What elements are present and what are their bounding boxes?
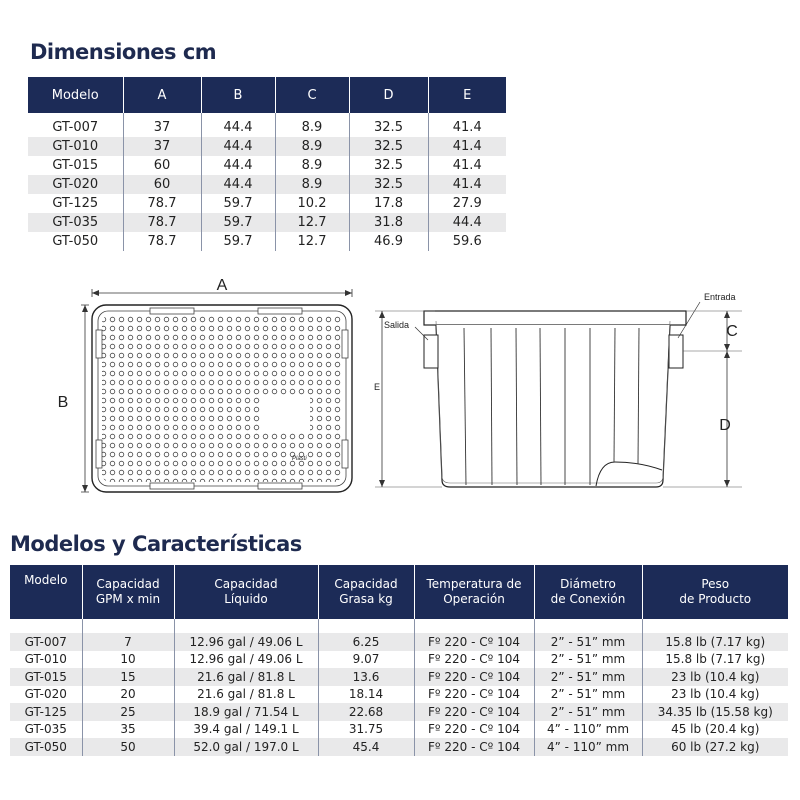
- header-line: de Producto: [679, 592, 752, 606]
- spec-cell: 9.07: [318, 651, 414, 669]
- dimension-cell: 32.5: [349, 118, 428, 137]
- spec-cell: 4” - 110” mm: [534, 738, 642, 756]
- spec-cell: 20: [82, 686, 174, 704]
- label-c: C: [726, 323, 738, 340]
- dimension-cell: 78.7: [123, 232, 201, 251]
- table-row: [10, 686, 788, 704]
- model-cell: GT-020: [10, 686, 82, 704]
- spec-cell: 2” - 51” mm: [534, 703, 642, 721]
- models-header-row: [10, 565, 788, 619]
- dim-header-cell: D: [349, 77, 428, 113]
- dimension-cell: 44.4: [201, 118, 275, 137]
- models-title: Modelos y Características: [10, 532, 302, 556]
- header-line: Operación: [443, 592, 505, 606]
- dimensions-title: Dimensiones cm: [30, 40, 217, 64]
- dimension-cell: 8.9: [275, 137, 349, 156]
- model-cell: GT-010: [28, 137, 123, 156]
- spec-cell: 15.8 lb (7.17 kg): [642, 633, 788, 651]
- dimension-cell: 78.7: [123, 213, 201, 232]
- header-line: de Conexión: [550, 592, 626, 606]
- spec-cell: 13.6: [318, 668, 414, 686]
- spec-cell: 2” - 51” mm: [534, 651, 642, 669]
- dimension-cell: 78.7: [123, 194, 201, 213]
- spec-cell: Fº 220 - Cº 104: [414, 738, 534, 756]
- model-cell: GT-050: [10, 738, 82, 756]
- model-cell: GT-007: [28, 118, 123, 137]
- table-row: [10, 633, 788, 651]
- dim-header-cell: B: [201, 77, 275, 113]
- dimension-cell: 41.4: [428, 156, 506, 175]
- spec-cell: 10: [82, 651, 174, 669]
- label-entrada: Entrada: [704, 292, 736, 302]
- header-line: Modelo: [24, 573, 68, 587]
- spec-cell: 22.68: [318, 703, 414, 721]
- side-view: [374, 292, 742, 487]
- dimension-cell: 12.7: [275, 232, 349, 251]
- table-row: [10, 738, 788, 756]
- svg-text:Plasti: Plasti: [292, 456, 307, 462]
- models-header-cell: [10, 565, 82, 619]
- spec-cell: 25: [82, 703, 174, 721]
- dimension-cell: 37: [123, 118, 201, 137]
- spec-cell: 23 lb (10.4 kg): [642, 686, 788, 704]
- dimension-cell: 59.7: [201, 194, 275, 213]
- label-b: B: [57, 394, 69, 411]
- dimension-cell: 59.7: [201, 213, 275, 232]
- header-line: Peso: [701, 577, 730, 591]
- dim-header-cell: E: [428, 77, 506, 113]
- label-e: E: [373, 382, 381, 392]
- dim-header-cell: Modelo: [28, 77, 123, 113]
- model-cell: GT-050: [28, 232, 123, 251]
- spec-cell: Fº 220 - Cº 104: [414, 651, 534, 669]
- dimension-cell: 27.9: [428, 194, 506, 213]
- spec-cell: Fº 220 - Cº 104: [414, 686, 534, 704]
- dimension-cell: 32.5: [349, 175, 428, 194]
- models-header-cell: [534, 565, 642, 619]
- header-line: Grasa kg: [339, 592, 393, 606]
- spec-cell: Fº 220 - Cº 104: [414, 721, 534, 739]
- header-line: Capacidad: [214, 577, 278, 591]
- models-header-cell: [414, 565, 534, 619]
- dimension-cell: 41.4: [428, 118, 506, 137]
- models-header-cell: [318, 565, 414, 619]
- model-cell: GT-035: [10, 721, 82, 739]
- spec-cell: 34.35 lb (15.58 kg): [642, 703, 788, 721]
- spec-cell: 15: [82, 668, 174, 686]
- models-body: [10, 619, 788, 756]
- model-cell: GT-007: [10, 633, 82, 651]
- model-cell: GT-015: [10, 668, 82, 686]
- spec-cell: 12.96 gal / 49.06 L: [174, 651, 318, 669]
- spec-cell: 60 lb (27.2 kg): [642, 738, 788, 756]
- header-line: GPM x min: [95, 592, 161, 606]
- spec-cell: 45 lb (20.4 kg): [642, 721, 788, 739]
- dimension-cell: 8.9: [275, 175, 349, 194]
- model-cell: GT-125: [10, 703, 82, 721]
- dimension-cell: 44.4: [428, 213, 506, 232]
- dimension-cell: 10.2: [275, 194, 349, 213]
- dimension-cell: 32.5: [349, 137, 428, 156]
- dimension-cell: 8.9: [275, 156, 349, 175]
- model-cell: GT-035: [28, 213, 123, 232]
- spec-cell: 50: [82, 738, 174, 756]
- model-cell: GT-020: [28, 175, 123, 194]
- dimension-cell: 8.9: [275, 118, 349, 137]
- label-a: A: [216, 277, 228, 294]
- dimension-cell: 60: [123, 175, 201, 194]
- models-header-cell: [82, 565, 174, 619]
- spec-cell: 2” - 51” mm: [534, 686, 642, 704]
- top-view: [58, 277, 352, 492]
- spec-cell: 35: [82, 721, 174, 739]
- models-header-cell: [174, 565, 318, 619]
- spec-cell: 18.14: [318, 686, 414, 704]
- header-line: Capacidad: [96, 577, 160, 591]
- spec-cell: 21.6 gal / 81.8 L: [174, 686, 318, 704]
- spec-cell: 6.25: [318, 633, 414, 651]
- spec-cell: Fº 220 - Cº 104: [414, 703, 534, 721]
- dimension-cell: 44.4: [201, 156, 275, 175]
- dim-header-cell: C: [275, 77, 349, 113]
- dimension-cell: 31.8: [349, 213, 428, 232]
- dimension-cell: 37: [123, 137, 201, 156]
- spec-cell: 18.9 gal / 71.54 L: [174, 703, 318, 721]
- model-cell: GT-125: [28, 194, 123, 213]
- spec-cell: 2” - 51” mm: [534, 633, 642, 651]
- dimension-cell: 32.5: [349, 156, 428, 175]
- table-row: [10, 721, 788, 739]
- spec-cell: 15.8 lb (7.17 kg): [642, 651, 788, 669]
- spec-cell: 52.0 gal / 197.0 L: [174, 738, 318, 756]
- spec-cell: Fº 220 - Cº 104: [414, 633, 534, 651]
- dimension-cell: 59.7: [201, 232, 275, 251]
- spec-cell: 4” - 110” mm: [534, 721, 642, 739]
- spec-cell: 7: [82, 633, 174, 651]
- dimension-cell: 44.4: [201, 137, 275, 156]
- dimension-cell: 60: [123, 156, 201, 175]
- dim-header-cell: A: [123, 77, 201, 113]
- table-row: [10, 703, 788, 721]
- header-line: Diámetro: [560, 577, 616, 591]
- dimension-cell: 59.6: [428, 232, 506, 251]
- dimension-cell: 17.8: [349, 194, 428, 213]
- spec-cell: Fº 220 - Cº 104: [414, 668, 534, 686]
- dimension-cell: 41.4: [428, 175, 506, 194]
- header-line: Capacidad: [334, 577, 398, 591]
- spec-cell: 45.4: [318, 738, 414, 756]
- spec-cell: 12.96 gal / 49.06 L: [174, 633, 318, 651]
- header-line: Líquido: [224, 592, 268, 606]
- label-salida: Salida: [384, 320, 410, 330]
- spec-cell: 21.6 gal / 81.8 L: [174, 668, 318, 686]
- spec-cell: 23 lb (10.4 kg): [642, 668, 788, 686]
- model-cell: GT-010: [10, 651, 82, 669]
- dimension-cell: 46.9: [349, 232, 428, 251]
- dimension-cell: 12.7: [275, 213, 349, 232]
- dimension-cell: 44.4: [201, 175, 275, 194]
- dimension-cell: 41.4: [428, 137, 506, 156]
- models-header-cell: [642, 565, 788, 619]
- label-d: D: [719, 417, 731, 434]
- spec-cell: 31.75: [318, 721, 414, 739]
- spec-cell: 2” - 51” mm: [534, 668, 642, 686]
- table-row: [10, 651, 788, 669]
- models-table: [10, 565, 788, 756]
- spec-cell: 39.4 gal / 149.1 L: [174, 721, 318, 739]
- table-row: [10, 668, 788, 686]
- header-line: Temperatura de: [426, 577, 522, 591]
- model-cell: GT-015: [28, 156, 123, 175]
